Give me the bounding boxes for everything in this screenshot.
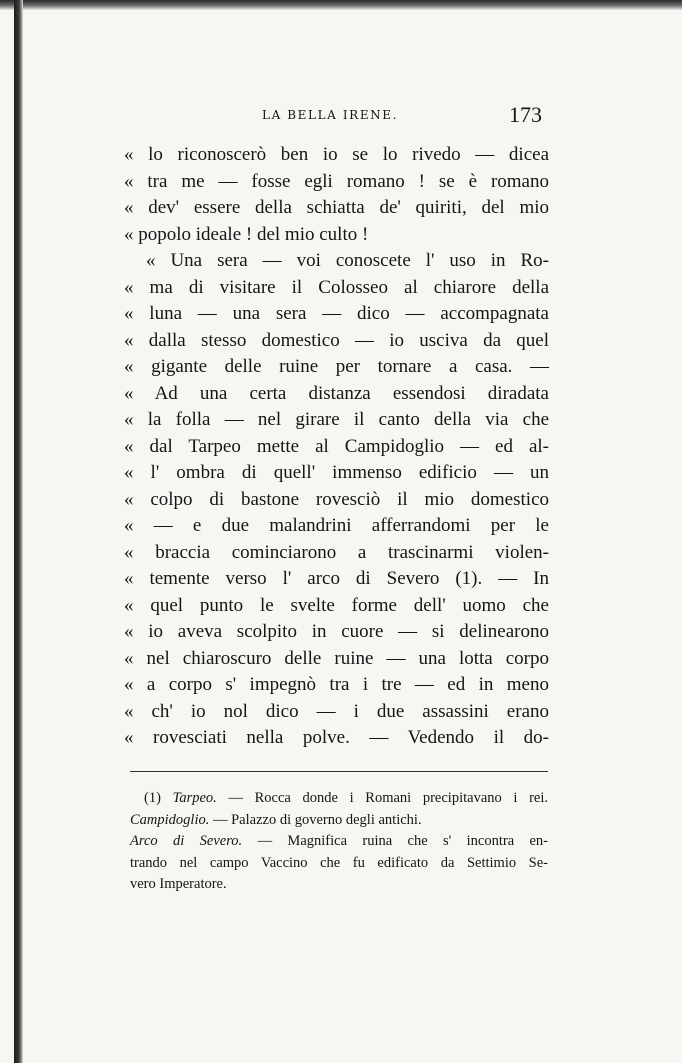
text-line: « tra me — fosse egli romano ! se è romano — [124, 170, 549, 192]
text-line: « popolo ideale ! del mio culto ! — [124, 223, 369, 245]
footnote-term: Arco di Severo. — [130, 833, 243, 849]
text-line: « l' ombra di quell' immenso edificio — un — [124, 462, 549, 483]
footnote-line — [130, 788, 548, 810]
text-line: « luna — una sera — dico — accompagnata — [124, 303, 549, 324]
binding-edge — [14, 0, 23, 1063]
text-line: « ch' io nol dico — i due assassini erano — [124, 700, 549, 722]
footnote-term: Campidoglio. — [130, 811, 210, 828]
footnote-text: — Rocca donde i Romani precipitavano i rei. — [228, 790, 549, 806]
footnote-number: (1) — [144, 790, 161, 806]
footnote-line — [130, 810, 548, 832]
text-line: « dalla stesso domestico — io usciva da quel — [124, 329, 549, 351]
page-number: 173 — [509, 102, 542, 127]
text-line: « colpo di bastone rovesciò il mio domestico — [124, 488, 549, 510]
text-line: « lo riconoscerò ben io se lo rivedo — dicea — [124, 144, 549, 165]
text-line: « braccia cominciarono a trascinarmi violen- — [124, 541, 549, 563]
footnotes — [130, 788, 548, 896]
text-line: « dev' essere della schiatta de' quiriti, del mio — [124, 197, 549, 218]
footnote-text: — Magnifica ruina che s' incontra en- — [257, 833, 549, 849]
footnote-text: — Palazzo di governo degli antichi. — [212, 811, 422, 828]
footnote-line: vero Imperatore. — [130, 876, 227, 892]
running-head-title: LA BELLA IRENE. — [262, 108, 399, 122]
text-line: « ma di visitare il Colosseo al chiarore della — [124, 276, 549, 298]
page-top-edge — [0, 0, 682, 10]
footnote-divider — [130, 771, 548, 772]
text-line: « la folla — nel girare il canto della via che — [124, 409, 549, 430]
text-line: « temente verso l' arco di Severo (1). — In — [124, 568, 549, 589]
footnote-line: trando nel campo Vaccino che fu edificato da Settimio Se- — [130, 854, 548, 871]
text-line: « Ad una certa distanza essendosi diradata — [124, 382, 549, 404]
text-line: « rovesciati nella polve. — Vedendo il do- — [124, 727, 549, 748]
text-line: « Una sera — voi conoscete l' uso in Ro- — [146, 250, 549, 271]
text-line: « nel chiaroscuro delle ruine — una lotta corpo — [124, 647, 549, 669]
running-head — [262, 104, 542, 130]
text-line: « — e due malandrini afferrandomi per le — [124, 515, 549, 536]
footnote-term: Tarpeo. — [172, 790, 217, 806]
body-text — [124, 142, 549, 752]
footnote-line — [130, 831, 548, 853]
text-line: « a corpo s' impegnò tra i tre — ed in meno — [124, 674, 549, 695]
text-line: « dal Tarpeo mette al Campidoglio — ed al- — [124, 435, 549, 457]
text-line: « gigante delle ruine per tornare a casa. — — [124, 356, 549, 377]
text-line: « io aveva scolpito in cuore — si delinearono — [124, 621, 549, 642]
text-line: « quel punto le svelte forme dell' uomo che — [124, 594, 549, 616]
